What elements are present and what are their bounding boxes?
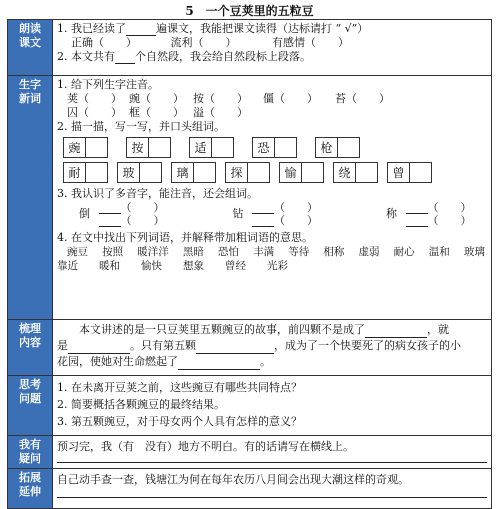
pinyin-item[interactable]: 囚（ ） [67,106,122,119]
option-emotion[interactable]: 有感情（ ） [272,36,349,49]
pinyin-row-1 [57,92,487,106]
section-thinking [8,376,492,436]
section-label-thinking: 思考 问题 [8,376,53,436]
option-correct[interactable]: 正确（ ） [71,36,137,49]
write-box[interactable] [302,162,324,183]
polyphone-item: 称 （ ） （ ） [386,201,472,227]
blank-line[interactable] [178,359,260,370]
polyphone-item: 倒 （ ） （ ） [79,201,165,227]
vocab-q3: 3. 我认识了多音字，能注音，还会组词。 [57,187,258,200]
section-label-summary: 梳理 内容 [8,320,53,376]
write-box[interactable] [212,137,234,158]
word-item: 温和 [428,246,450,258]
write-box[interactable] [86,162,108,183]
word-item: 相称 [323,246,345,258]
pinyin-item[interactable]: 框（ ） [129,106,184,119]
vocab-q4: 4. 在文中找出下列词语，并解释带加粗词语的意思。 [57,231,313,244]
doubts-content [53,436,492,469]
section-vocab [8,76,492,320]
doubts-text: 预习完，我（有 没有）地方不明白。有的话请写在横线上。 [57,440,354,453]
pinyin-item[interactable]: 按（ ） [193,92,248,105]
option-fluent[interactable]: 流利（ ） [170,36,237,49]
answer-line[interactable] [57,462,487,463]
polyphone-item: 钻 （ ） （ ） [232,201,318,227]
trace-char: 耐 [63,162,86,183]
word-item: 想象 [183,260,204,272]
trace-char: 愉 [279,162,302,183]
write-box[interactable] [410,162,432,183]
vocab-q1: 1. 给下列生字注音。 [57,78,159,91]
trace-grid-row-1 [63,137,487,158]
section-label-doubts: 我有 疑问 [8,436,53,469]
summary-line-2: 是 。只有第五颗 ，成为了一个快要死了的病女孩子的小 [57,339,461,352]
section-reading [8,20,492,76]
trace-char: 玻 [117,162,140,183]
thinking-q2: 2. 简要概括各颗豌豆的最终结果。 [57,398,225,411]
trace-char: 曾 [387,162,410,183]
pinyin-item[interactable]: 溢（ ） [193,106,248,119]
word-item: 靠近 [57,260,78,272]
section-label-reading: 朗读 课文 [8,20,53,76]
trace-char: 按 [126,137,149,158]
write-box[interactable] [275,137,297,158]
polyphone-row [57,201,487,231]
reading-q1: 1. 我已经读了 遍课文，我能把课文读得（达标请打 “ √”） [57,22,369,35]
blank-line[interactable] [99,216,121,227]
word-item: 恐怕 [218,246,239,258]
blank-line[interactable] [68,343,130,354]
write-box[interactable] [194,162,216,183]
vocab-q2: 2. 描一描，写一写，并口头组词。 [57,120,225,133]
vocab-content [53,76,492,320]
blank-line[interactable] [196,343,274,354]
summary-line-1: 本文讲述的是一只豆荚里五颗豌豆的故事，前四颗不是成了 ，就 [79,323,449,336]
page-title: 5 一个豆荚里的五粒豆 [185,4,314,18]
pinyin-item[interactable]: 僵（ ） [263,92,318,105]
trace-char: 绕 [333,162,356,183]
blank-line[interactable] [365,327,427,338]
blank-line[interactable] [99,203,121,214]
word-item: 愉快 [141,260,162,272]
section-doubts [8,436,492,469]
word-item: 玻璃 [463,246,485,258]
word-item: 暖洋洋 [137,246,169,258]
trace-char: 适 [189,137,212,158]
words-row-2 [57,259,487,273]
word-item: 丰满 [253,246,275,258]
blank-line[interactable] [252,203,274,214]
pinyin-row-2 [57,106,487,120]
words-row-1 [57,245,487,259]
word-item: 等待 [288,246,310,258]
reading-options [57,36,487,50]
thinking-q1: 1. 在未离开豆荚之前，这些豌豆有哪些共同特点？ [57,381,302,394]
trace-grid-row-2 [63,162,487,183]
write-box[interactable] [356,162,378,183]
write-box[interactable] [149,137,171,158]
trace-char: 恐 [252,137,275,158]
word-item: 按照 [102,246,124,258]
word-item: 虚弱 [358,246,380,258]
pinyin-item[interactable]: 荚（ ） [67,92,122,105]
word-item: 黑暗 [182,246,204,258]
trace-char: 璃 [171,162,194,183]
write-box[interactable] [86,137,108,158]
extension-text: 自己动手查一查，钱塘江为何在每年农历八月间会出现大潮这样的奇观。 [57,473,409,486]
blank-line[interactable] [406,216,428,227]
blank-line[interactable] [406,203,428,214]
thinking-content [53,376,492,436]
reading-q2: 2. 本文共有 个自然段，我会给自然段标上段落。 [57,50,311,63]
blank-line[interactable] [115,53,135,64]
blank-line[interactable] [126,25,156,36]
trace-char: 豌 [63,137,86,158]
thinking-q3: 3. 第五颗豌豆，对于母女两个人具有怎样的意义？ [57,415,302,428]
answer-line[interactable] [57,497,487,498]
worksheet-table [7,19,492,509]
pinyin-item[interactable]: 豌（ ） [129,92,184,105]
word-item: 曾经 [225,260,246,272]
blank-line[interactable] [252,216,274,227]
reading-content [53,20,492,76]
write-box[interactable] [338,137,360,158]
word-item: 耐心 [393,246,415,258]
word-item: 暖和 [99,260,120,272]
section-summary [8,320,492,376]
section-label-extension: 拓展 延伸 [8,469,53,509]
pinyin-item[interactable]: 苔（ ） [335,92,390,105]
section-label-vocab: 生字 新词 [8,76,53,320]
summary-line-3: 花园，使她对生命燃起了 。 [57,355,271,368]
trace-char: 枪 [315,137,338,158]
summary-content [53,320,492,376]
word-item: 光彩 [267,260,288,272]
trace-char: 探 [225,162,248,183]
write-box[interactable] [140,162,162,183]
write-box[interactable] [248,162,270,183]
word-item: 豌豆 [67,246,88,258]
